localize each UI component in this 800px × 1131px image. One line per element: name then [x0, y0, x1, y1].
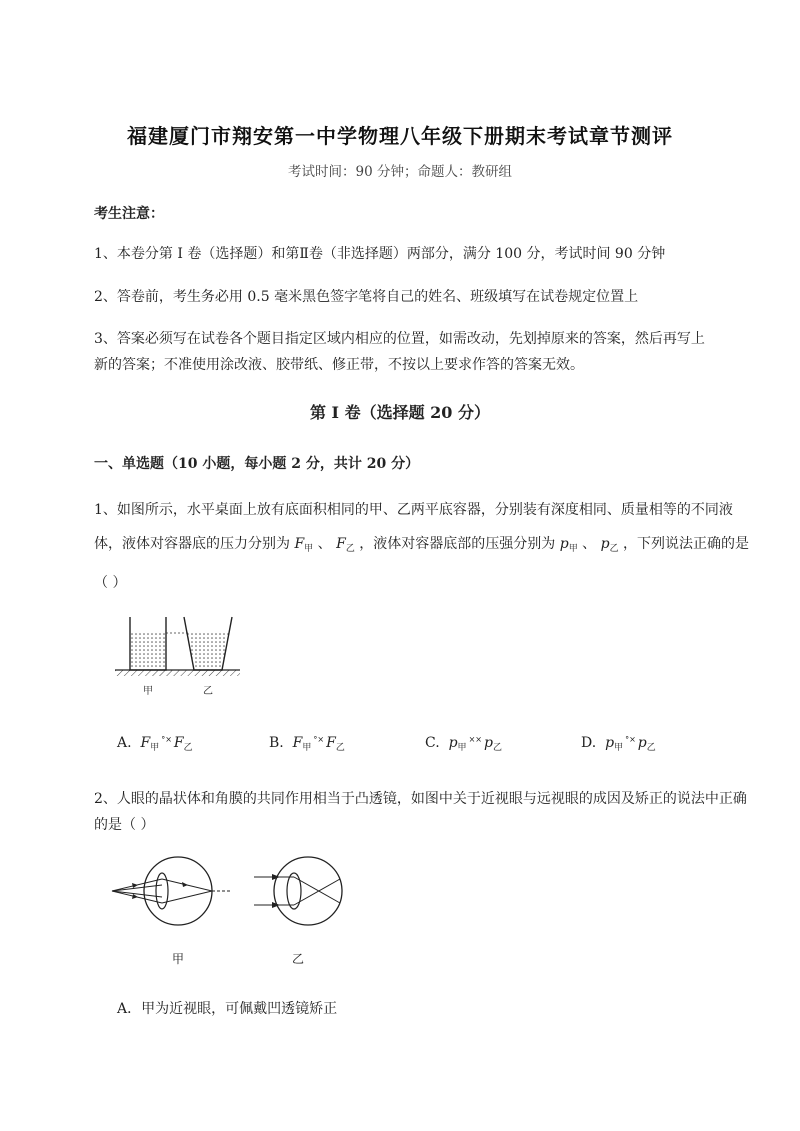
question-2-text: 2、人眼的晶状体和角膜的共同作用相当于凸透镜，如图中关于近视眼与远视眼的成因及矫正的说法中正确的是（ ）: [94, 791, 747, 833]
option-letter: B.: [269, 735, 284, 751]
option-sub: 乙: [335, 743, 345, 753]
option-symbol: p: [605, 735, 615, 751]
eye-yi-lens: [287, 873, 301, 909]
fig2-label-yi: 乙: [291, 952, 305, 966]
option-sub: 乙: [492, 743, 502, 753]
sub-jia: 甲: [568, 544, 578, 554]
option-letter: C.: [425, 735, 440, 751]
option-symbol: p: [483, 735, 493, 751]
pressure-symbol: p: [600, 536, 610, 552]
option-symbol: F: [173, 735, 184, 751]
separator: 、: [313, 536, 337, 552]
option-symbol: F: [326, 735, 336, 751]
fig2-label-jia: 甲: [171, 952, 185, 966]
eye-jia-ball: [144, 857, 212, 925]
option-symbol: p: [637, 735, 647, 751]
q1-option-d[interactable]: [581, 735, 656, 753]
sub-yi: 乙: [609, 544, 619, 554]
q1-text-b: ，液体对容器底部的压强分别为: [354, 536, 560, 552]
sub-yi: 乙: [345, 544, 355, 554]
option-sub: 甲: [302, 743, 312, 753]
option-sub: 乙: [646, 743, 656, 753]
q1-option-c[interactable]: [425, 735, 502, 753]
fig1-label-jia: 甲: [143, 686, 153, 697]
exam-subtitle: 考试时间：90 分钟；命题人：教研组: [288, 164, 512, 180]
exam-title: 福建厦门市翔安第一中学物理八年级下册期末考试章节测评: [127, 124, 673, 148]
eye-jia-lens: [156, 873, 168, 909]
q1-text-a: 1、如图所示，水平桌面上放有底面积相同的甲、乙两平底容器，分别装有深度相同、质量相等的不同液体，液体对容器底的压力分别为: [94, 502, 733, 552]
q1-option-a[interactable]: [117, 735, 193, 753]
eye-yi-ball: [274, 857, 342, 925]
q2-option-a[interactable]: A．甲为近视眼，可佩戴凹透镜矫正: [117, 1001, 338, 1017]
containers-figure: [110, 612, 250, 702]
option-sub: 甲: [150, 743, 160, 753]
option-symbol: p: [448, 735, 458, 751]
question-1-text: [94, 493, 754, 600]
notice-heading: 考生注意：: [94, 206, 164, 222]
table-hatch: [115, 670, 240, 676]
notice-item-1: 1、本卷分第 I 卷（选择题）和第Ⅱ卷（非选择题）两部分，满分 100 分，考试时间 90 分钟: [94, 246, 666, 262]
section-title: 第 I 卷（选择题 20 分）: [309, 403, 491, 422]
option-relation: °×: [313, 735, 325, 744]
notice-item-2: 2、答卷前，考生务必用 0.5 毫米黑色签字笔将自己的姓名、班级填写在试卷规定位置上: [94, 289, 639, 305]
eyes-figure: [108, 855, 368, 975]
option-sub: 甲: [457, 743, 467, 753]
option-relation: ××: [468, 735, 482, 744]
q1-text-c: ，下列说法正确的是（ ）: [94, 536, 750, 591]
option-letter: A.: [117, 735, 132, 751]
notice-item-3: 3、答案必须写在试卷各个题目指定区域内相应的位置，如需改动，先划掉原来的答案，然后再写上新的答案；不准使用涂改液、胶带纸、修正带，不按以上要求作答的答案无效。: [94, 331, 705, 373]
option-letter: D.: [581, 735, 597, 751]
fig1-label-yi: 乙: [203, 686, 213, 697]
separator: 、: [577, 536, 601, 552]
option-symbol: F: [140, 735, 151, 751]
option-symbol: F: [292, 735, 303, 751]
sub-jia: 甲: [304, 544, 314, 554]
force-symbol: F: [294, 536, 305, 552]
option-sub: 甲: [614, 743, 624, 753]
pressure-symbol: p: [559, 536, 569, 552]
force-symbol: F: [336, 536, 346, 552]
part-title: 一、单选题（10 小题，每小题 2 分，共计 20 分）: [94, 456, 420, 472]
option-sub: 乙: [183, 743, 193, 753]
option-relation: °×: [625, 735, 636, 744]
liquid-jia: [130, 633, 166, 670]
option-relation: °×: [161, 735, 172, 744]
q1-option-b[interactable]: [269, 735, 345, 753]
